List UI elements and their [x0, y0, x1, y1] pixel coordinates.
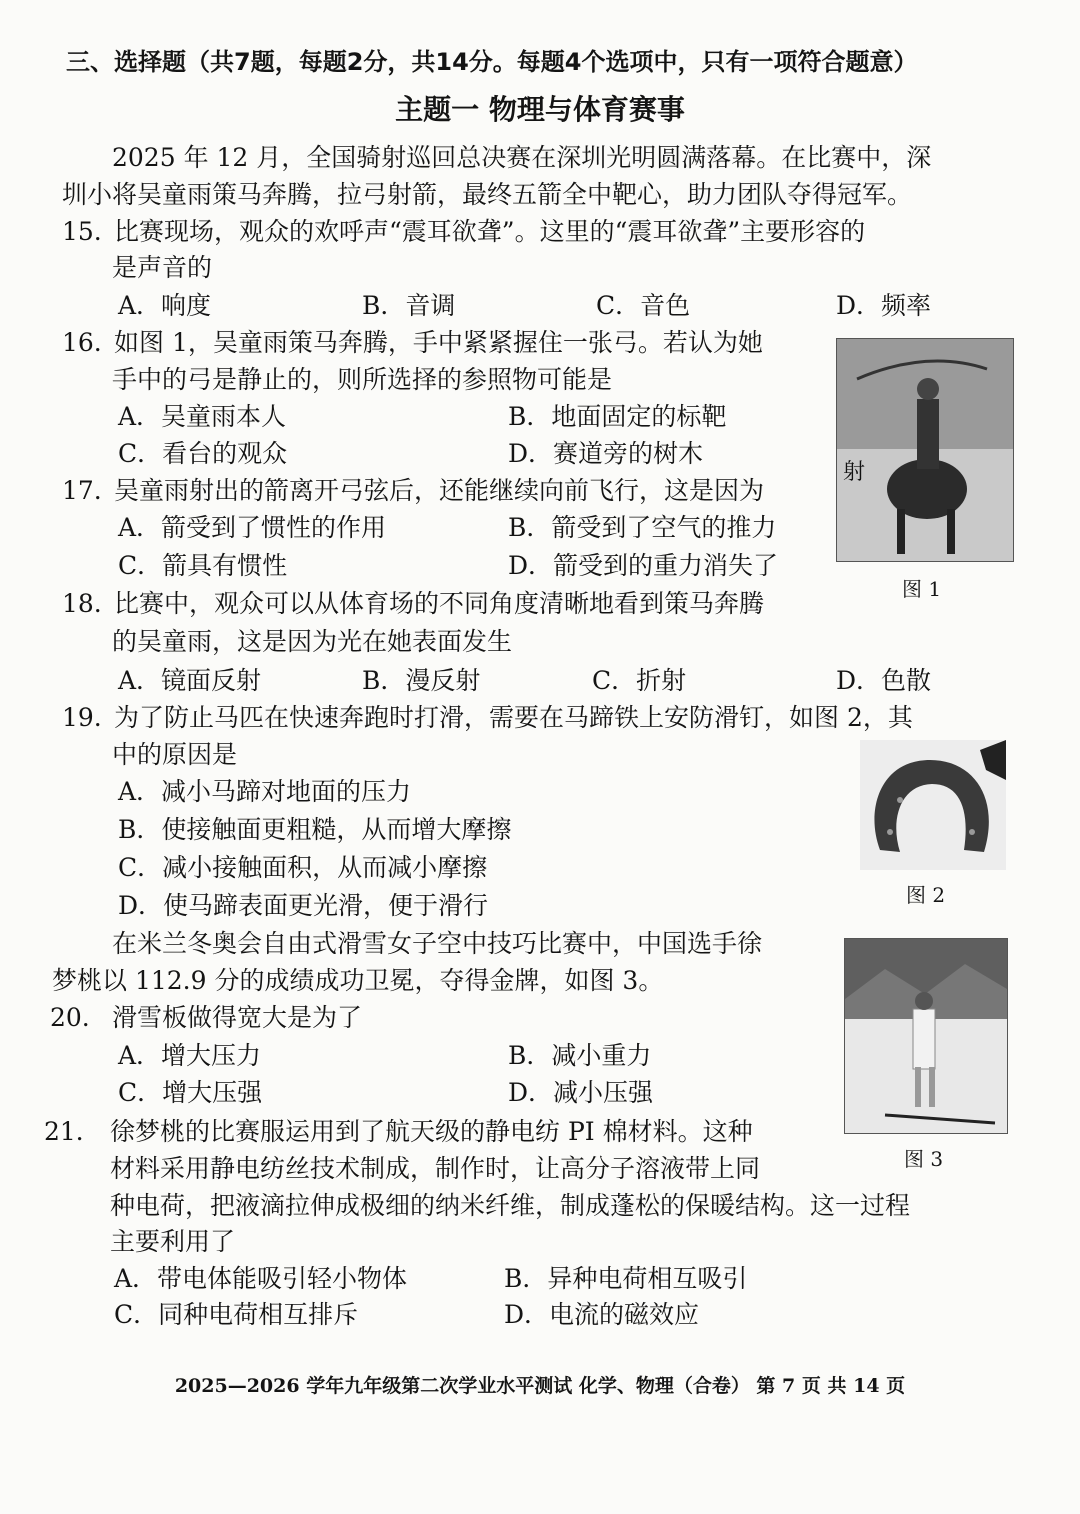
intro-paragraph-line: 梦桃以 112.9 分的成绩成功卫冕，夺得金牌，如图 3。 [52, 966, 664, 995]
question-stem-text: 吴童雨射出的箭离开弓弦后，还能继续向前飞行，这是因为 [114, 476, 765, 505]
figure-3-caption: 图 3 [904, 1147, 944, 1171]
figure-2-caption: 图 2 [906, 883, 946, 907]
option-a: A．吴童雨本人 [118, 402, 287, 431]
option-d: D．电流的磁效应 [504, 1300, 700, 1329]
option-c: C．看台的观众 [118, 439, 288, 468]
question-16-stem [62, 325, 763, 361]
option-b: B．箭受到了空气的推力 [508, 513, 777, 542]
question-20-stem [50, 1000, 362, 1036]
option-d: D．箭受到的重力消失了 [508, 551, 779, 580]
option-c: C．减小接触面积，从而减小摩擦 [118, 853, 488, 882]
option-c: C．折射 [592, 666, 687, 695]
question-21-stem [44, 1114, 753, 1150]
question-stem-text: 种电荷，把液滴拉伸成极细的纳米纤维，制成蓬松的保暖结构。这一过程 [110, 1191, 911, 1220]
question-stem-text: 如图 1，吴童雨策马奔腾，手中紧紧握住一张弓。若认为她 [114, 328, 763, 357]
question-number: 19. [62, 703, 102, 732]
question-stem-text: 手中的弓是静止的，则所选择的参照物可能是 [112, 365, 613, 394]
option-d: D．频率 [836, 291, 932, 320]
option-a: A．带电体能吸引轻小物体 [114, 1264, 408, 1293]
option-a: A．镜面反射 [118, 666, 262, 695]
figure-2-horseshoe-photo [860, 740, 1006, 870]
figure-1-horseback-archer-photo [836, 338, 1014, 562]
page-footer: 2025—2026 学年九年级第二次学业水平测试 化学、物理（合卷） 第 7 页 共 14 页 [174, 1375, 906, 1397]
option-a: A．箭受到了惯性的作用 [118, 513, 387, 542]
figure-3-skier-photo [844, 938, 1008, 1134]
theme-title: 主题一 物理与体育赛事 [395, 93, 685, 126]
question-number: 18. [62, 589, 102, 618]
question-17-stem [62, 473, 764, 509]
question-number: 17. [62, 476, 102, 505]
option-b: B．漫反射 [362, 666, 481, 695]
question-stem-text: 徐梦桃的比赛服运用到了航天级的静电纺 PI 棉材料。这种 [110, 1117, 753, 1146]
option-b: B．异种电荷相互吸引 [504, 1264, 748, 1293]
question-stem-text: 中的原因是 [112, 740, 238, 769]
option-b: B．减小重力 [508, 1041, 652, 1070]
question-stem-text: 材料采用静电纺丝技术制成，制作时，让高分子溶液带上同 [110, 1154, 761, 1183]
intro-paragraph-line: 在米兰冬奥会自由式滑雪女子空中技巧比赛中，中国选手徐 [112, 929, 763, 958]
question-15-stem [62, 214, 865, 250]
option-c: C．增大压强 [118, 1078, 263, 1107]
question-stem-text: 滑雪板做得宽大是为了 [112, 1003, 363, 1032]
option-c: C．同种电荷相互排斥 [114, 1300, 359, 1329]
question-stem-text: 是声音的 [112, 253, 213, 282]
question-number: 15. [62, 217, 102, 246]
question-number: 21． [44, 1117, 101, 1146]
option-a: A．减小马蹄对地面的压力 [118, 777, 412, 806]
option-c: C．箭具有惯性 [118, 551, 288, 580]
option-b: B．使接触面更粗糙，从而增大摩擦 [118, 815, 512, 844]
figure-1-sign-text: 射 [843, 460, 866, 485]
option-b: B．地面固定的标靶 [508, 402, 727, 431]
skier-illustration [845, 939, 1007, 1133]
intro-paragraph-line: 2025 年 12 月，全国骑射巡回总决赛在深圳光明圆满落幕。在比赛中，深 [112, 143, 932, 172]
question-19-stem [62, 700, 913, 736]
option-a: A．增大压力 [118, 1041, 262, 1070]
horse-rider-illustration [837, 339, 1013, 561]
intro-paragraph-line: 圳小将吴童雨策马奔腾，拉弓射箭，最终五箭全中靶心，助力团队夺得冠军。 [62, 180, 913, 209]
section-header: 三、选择题（共7题，每题2分，共14分。每题4个选项中，只有一项符合题意） [66, 48, 918, 76]
horseshoe-illustration [860, 740, 1006, 870]
question-stem-text: 的吴童雨，这是因为光在她表面发生 [112, 627, 513, 656]
option-b: B．音调 [362, 291, 456, 320]
question-number: 20. [50, 1003, 90, 1032]
question-stem-text: 为了防止马匹在快速奔跑时打滑，需要在马蹄铁上安防滑钉，如图 2，其 [114, 703, 913, 732]
option-d: D．减小压强 [508, 1078, 654, 1107]
option-d: D．使马蹄表面更光滑，便于滑行 [118, 891, 489, 920]
question-stem-text: 主要利用了 [110, 1227, 236, 1256]
question-stem-text: 比赛中，观众可以从体育场的不同角度清晰地看到策马奔腾 [114, 589, 765, 618]
question-18-stem [62, 586, 764, 622]
figure-1-caption: 图 1 [902, 577, 942, 601]
question-stem-text: 比赛现场，观众的欢呼声“震耳欲聋”。这里的“震耳欲聋”主要形容的 [114, 217, 866, 246]
option-c: C．音色 [596, 291, 691, 320]
option-d: D．赛道旁的树木 [508, 439, 704, 468]
option-a: A．响度 [118, 291, 212, 320]
question-number: 16. [62, 328, 102, 357]
option-d: D．色散 [836, 666, 932, 695]
